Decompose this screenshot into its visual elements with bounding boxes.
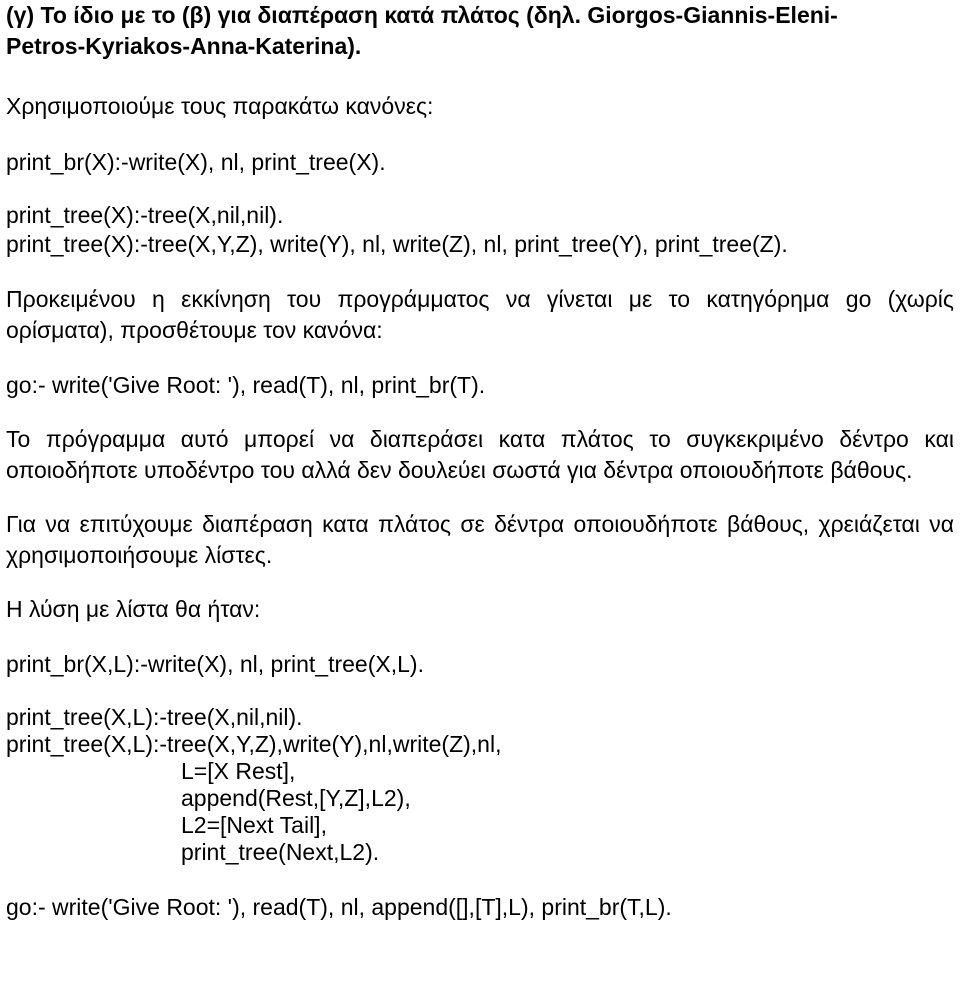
intro-text: Χρησιμοποιούμε τους παρακάτω κανόνες: bbox=[6, 93, 434, 119]
rule-print-tree-list-leaf: print_tree(X,L):-tree(X,nil,nil). bbox=[6, 704, 303, 730]
heading-line-2: Petros-Kyriakos-Anna-Katerina). bbox=[6, 33, 362, 59]
rule-print-br: print_br(X):-write(X), nl, print_tree(X). bbox=[6, 149, 386, 175]
paragraph-limitation: Το πρόγραμμα αυτό μπορεί να διαπεράσει κατα πλάτος το συγκεκριμένο δέντρο και οποιοδήποτε υποδέντρο του αλλά δεν δουλεύει σωστά για δέντρα οποιουδήποτε βάθους. bbox=[6, 426, 954, 483]
rule-go-1: go:- write('Give Root: '), read(T), nl, print_br(T). bbox=[6, 372, 486, 398]
rule-print-tree-list-node: print_tree(X,L):-tree(X,Y,Z),write(Y),nl,write(Z),nl, bbox=[6, 731, 502, 757]
document bbox=[6, 0, 954, 923]
rules-print-tree bbox=[6, 202, 954, 260]
rules-print-tree-list bbox=[6, 704, 954, 866]
rule-continuation-2: append(Rest,[Y,Z],L2), bbox=[181, 785, 411, 811]
rule-print-br-list: print_br(X,L):-write(X), nl, print_tree(X,L). bbox=[6, 651, 424, 677]
paragraph-go-intro: Προκειμένου η εκκίνηση του προγράμματος να γίνεται με το κατηγόρημα go (χωρίς ορίσματα), προσθέτουμε τον κανόνα: bbox=[6, 286, 954, 343]
rule-print-tree-leaf: print_tree(X):-tree(X,nil,nil). bbox=[6, 202, 284, 228]
paragraph-lists: Για να επιτύχουμε διαπέραση κατα πλάτος σε δέντρα οποιουδήποτε βάθους, χρειάζεται να χρησιμοποιήσουμε λίστες. bbox=[6, 511, 954, 568]
rule-print-tree-node: print_tree(X):-tree(X,Y,Z), write(Y), nl, write(Z), nl, print_tree(Y), print_tree(Z). bbox=[6, 231, 788, 257]
rule-continuation-4: print_tree(Next,L2). bbox=[181, 839, 380, 865]
heading-line-1: (γ) Το ίδιο με το (β) για διαπέραση κατά πλάτος (δηλ. Giorgos-Giannis-Eleni- bbox=[6, 2, 838, 28]
solution-intro: Η λύση με λίστα θα ήταν: bbox=[6, 596, 261, 622]
section-heading bbox=[6, 0, 954, 62]
rule-continuation-3: L2=[Next Tail], bbox=[181, 812, 327, 838]
rule-go-2: go:- write('Give Root: '), read(T), nl, append([],[T],L), print_br(T,L). bbox=[6, 894, 672, 920]
rule-continuation-1: L=[X Rest], bbox=[181, 758, 296, 784]
